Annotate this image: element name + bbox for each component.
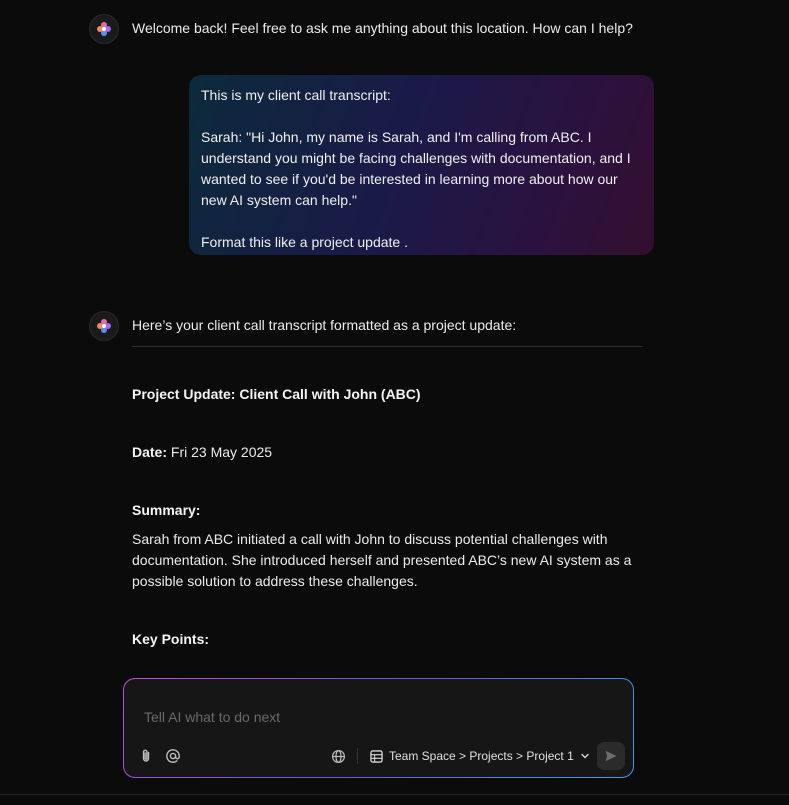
date-label: Date:	[132, 444, 168, 460]
send-button[interactable]	[597, 742, 625, 770]
context-selector[interactable]	[370, 745, 590, 767]
composer	[123, 678, 634, 778]
user-message-bubble	[189, 75, 654, 255]
assistant-avatar	[89, 14, 119, 44]
assistant-greeting: Welcome back! Feel free to ask me anything about this location. How can I help?	[132, 20, 633, 36]
response-intro: Here’s your client call transcript formatted as a project update:	[132, 317, 517, 333]
summary-text: Sarah from ABC initiated a call with John to discuss potential challenges with documentation. She introduced herself and presented ABC’s new AI system as a possible solution to address these challenges.	[132, 531, 632, 589]
response-divider	[132, 346, 643, 347]
context-breadcrumb: Team Space > Projects > Project 1	[389, 749, 574, 763]
chevron-down-icon	[580, 751, 590, 761]
footer-divider	[0, 794, 789, 795]
assistant-avatar	[89, 311, 119, 341]
web-search-button[interactable]	[328, 746, 348, 766]
response-title: Project Update: Client Call with John (ABC)	[132, 386, 421, 402]
prompt-input[interactable]	[142, 704, 606, 730]
user-message-line: Sarah: "Hi John, my name is Sarah, and I'm calling from ABC. I understand you might be facing challenges with documentation, and I wanted to see if you'd be interested in learning more about how our new AI system can help."	[201, 129, 631, 208]
globe-icon	[331, 749, 346, 764]
composer-inner	[124, 679, 633, 777]
paperclip-icon	[138, 748, 154, 764]
key-points-label: Key Points:	[132, 631, 210, 647]
ai-flower-icon	[96, 318, 112, 334]
summary-label: Summary:	[132, 502, 201, 518]
user-message-line: Format this like a project update .	[201, 234, 408, 250]
user-message-line: This is my client call transcript:	[201, 87, 391, 103]
response-date	[132, 444, 272, 460]
send-icon	[604, 749, 618, 763]
toolbar-divider	[357, 748, 358, 764]
mention-button[interactable]	[163, 746, 183, 766]
at-icon	[165, 748, 181, 764]
table-icon	[370, 750, 383, 763]
date-value: Fri 23 May 2025	[167, 444, 273, 460]
ai-flower-icon	[96, 21, 112, 37]
attach-button[interactable]	[136, 746, 156, 766]
